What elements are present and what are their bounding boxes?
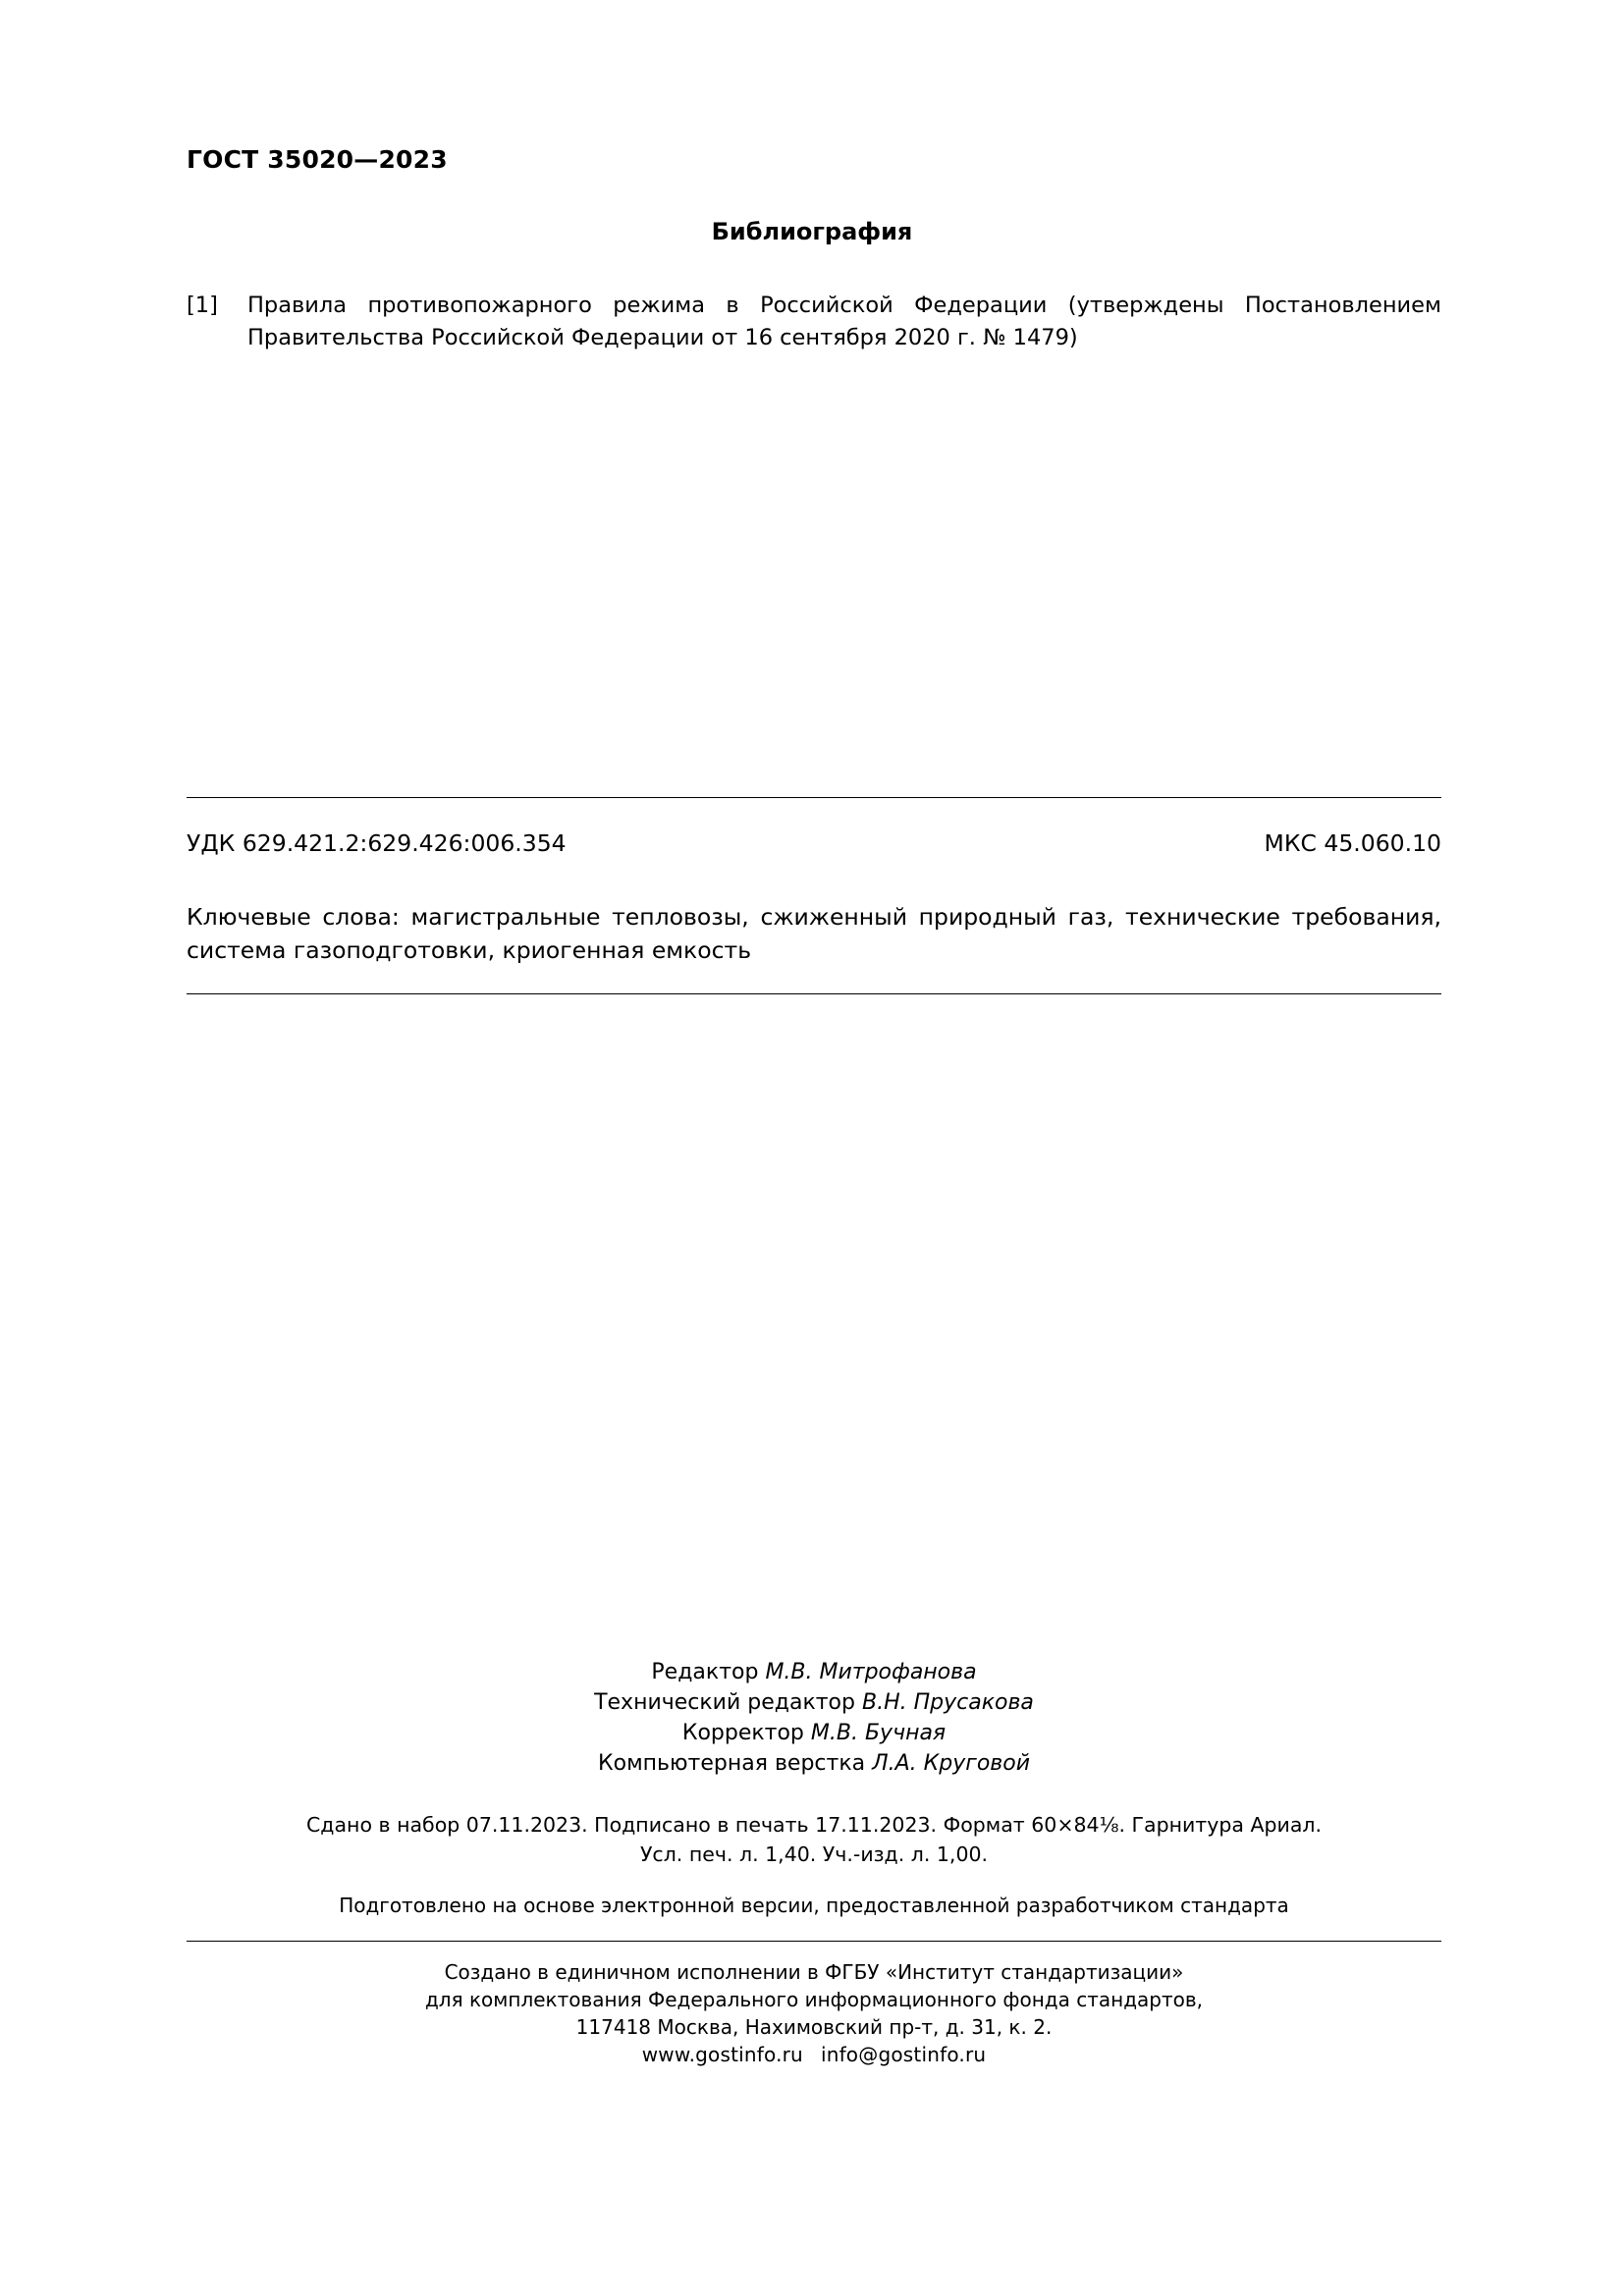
print-info: [187, 1810, 1441, 1869]
credit-proofreader: [187, 1718, 1441, 1748]
bibliography-heading: Библиография: [711, 218, 913, 245]
divider-bottom: [187, 1941, 1441, 1942]
bibliography-item-number: [1]: [187, 293, 218, 318]
credit-tech-editor-name: В.Н. Прусакова: [861, 1690, 1034, 1715]
bibliography-list: [187, 290, 1441, 354]
credit-proofreader-name: М.В. Бучная: [810, 1721, 947, 1745]
footer-line-3: 117418 Москва, Нахимовский пр-т, д. 31, к. 2.: [575, 2015, 1053, 2039]
footer-line-1: Создано в единичном исполнении в ФГБУ «Институт стандартизации»: [444, 1960, 1184, 1984]
udk-code: УДК 629.421.2:629.426:006.354: [187, 829, 567, 857]
page-header-standard-code: ГОСТ 35020—2023: [187, 145, 448, 174]
footer-line-2: для комплектования Федерального информационного фонда стандартов,: [424, 1988, 1204, 2011]
bibliography-item-text: Правила противопожарного режима в Российской Федерации (утверждены Постановлением Правительства Российской Федерации от 16 сентября 2020 г. № 1479): [247, 293, 1441, 350]
credit-proofreader-label: Корректор: [681, 1721, 804, 1745]
credit-editor-label: Редактор: [651, 1660, 759, 1684]
classification-row: [187, 829, 1441, 857]
divider-middle: [187, 993, 1441, 994]
credit-tech-editor: [187, 1687, 1441, 1718]
divider-top: [187, 797, 1441, 798]
footer-contacts: [187, 2041, 1441, 2068]
print-info-line-2: Усл. печ. л. 1,40. Уч.-изд. л. 1,00.: [639, 1842, 989, 1866]
credit-editor: [187, 1657, 1441, 1687]
footer-website[interactable]: www.gostinfo.ru: [641, 2043, 803, 2066]
colophon-credits: [187, 1657, 1441, 1779]
credit-layout-name: Л.А. Круговой: [872, 1751, 1031, 1776]
credit-layout-label: Компьютерная верстка: [597, 1751, 866, 1776]
publisher-footer: [187, 1958, 1441, 2068]
list-item: [187, 290, 1441, 354]
prepared-note: Подготовлено на основе электронной версии, предоставленной разработчиком стандарта: [339, 1894, 1289, 1917]
keywords-paragraph: Ключевые слова: магистральные тепловозы, сжиженный природный газ, технические требования, система газоподготовки, криогенная емкость: [187, 903, 1441, 964]
footer-email[interactable]: info@gostinfo.ru: [820, 2043, 987, 2066]
print-info-line-1: Сдано в набор 07.11.2023. Подписано в печать 17.11.2023. Формат 60×84⅛. Гарнитура Ариал.: [305, 1813, 1323, 1837]
credit-layout: [187, 1748, 1441, 1779]
credit-editor-name: М.В. Митрофанова: [765, 1660, 977, 1684]
mks-code: МКС 45.060.10: [1264, 829, 1441, 857]
credit-tech-editor-label: Технический редактор: [594, 1690, 855, 1715]
